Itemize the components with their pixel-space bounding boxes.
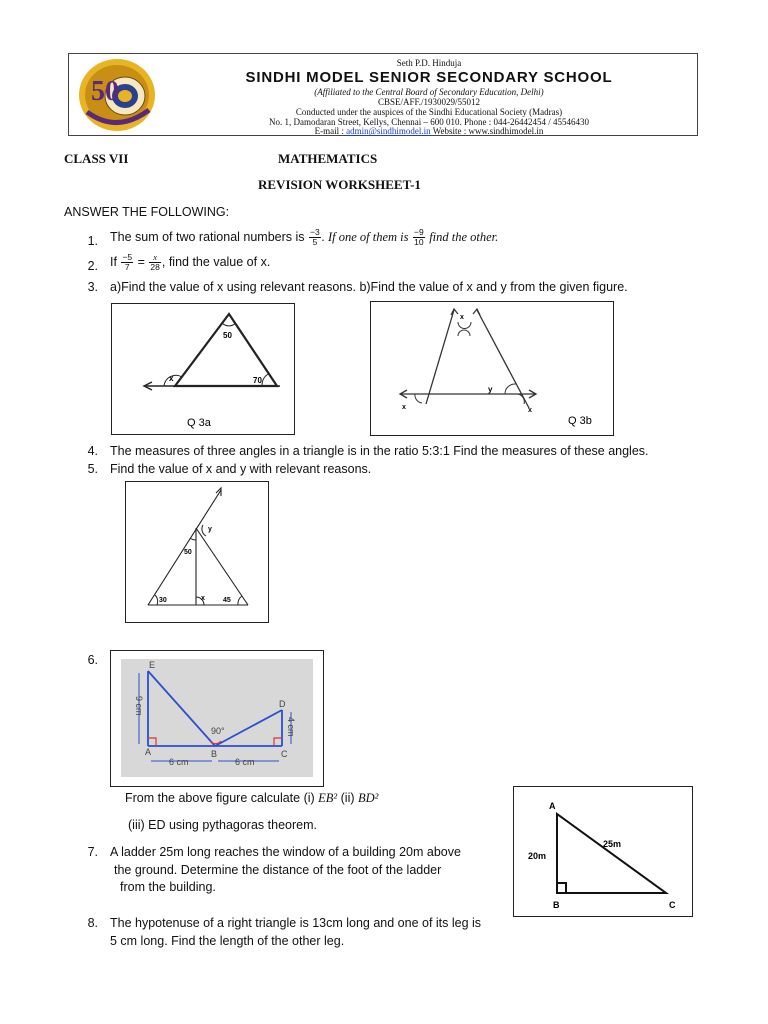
question-4: The measures of three angles in a triangle is in the ratio 5:3:1 Find the measures of these angles.: [110, 444, 649, 458]
figure-q6: [110, 650, 324, 787]
q2-fraction-2: $\frac{x}{28}$: [150, 252, 160, 272]
q7-label-ab: 20m: [528, 851, 547, 861]
q3-number: 3.: [87, 280, 98, 294]
question-3: a)Find the value of x using relevant reasons. b)Find the value of x and y from the given figure.: [110, 280, 628, 294]
school-name: SINDHI MODEL SENIOR SECONDARY SCHOOL: [245, 69, 613, 86]
q5-arc-50: [190, 538, 196, 540]
school-logo: [77, 56, 157, 134]
instruction: ANSWER THE FOLLOWING:: [64, 205, 230, 219]
q6-label-c: C: [281, 749, 288, 759]
q3b-arc-left: [415, 394, 422, 403]
q3b-x-left: x: [402, 404, 406, 411]
q5-angle-30: 30: [159, 597, 167, 604]
q3b-right-line: [477, 310, 529, 408]
q6-ae-length: 9 cm: [134, 696, 144, 716]
question-2: [110, 253, 270, 272]
figure-q3a: [111, 303, 295, 435]
q3a-top-arc: [222, 323, 236, 326]
q8-line-2: 5 cm long. Find the length of the other leg.: [110, 934, 345, 948]
q7-line-1: A ladder 25m long reaches the window of a building 20m above: [110, 845, 461, 859]
q6-label-e: E: [149, 660, 156, 670]
q3b-arrow-top-left: [451, 309, 458, 315]
worksheet-title: REVISION WORKSHEET-1: [258, 177, 421, 192]
subject-label: MATHEMATICS: [278, 151, 378, 166]
q6-right-angle-c: [274, 738, 282, 746]
figure-q7: [513, 786, 693, 917]
q1-fraction-1: $\frac{-3}{5}$: [310, 227, 320, 247]
q7-triangle: [557, 814, 666, 893]
q2-equals: =: [137, 254, 145, 269]
q6-line-eb: [148, 671, 215, 746]
q3b-x-top: x: [460, 314, 464, 321]
q3b-arc-y: [505, 384, 516, 394]
q3b-caption: Q 3b: [568, 415, 592, 427]
q3b-arc-top-1: [458, 322, 471, 329]
q3a-right-arc: [262, 374, 268, 386]
q7-label-a: A: [549, 801, 556, 811]
q5-arc-y: [202, 525, 206, 536]
q5-arc-30: [155, 595, 158, 605]
website-text: Website : www.sindhimodel.in: [430, 126, 544, 136]
q2-fraction-1: $\frac{-5}{7}$: [122, 252, 133, 272]
q6-text-1: From the above figure calculate (i) EB² (ii) BD²: [125, 791, 379, 805]
q5-x: x: [201, 595, 205, 602]
school-header: [68, 53, 698, 136]
q5-angle-45: 45: [223, 597, 231, 604]
figure-q5: [125, 481, 269, 623]
header-affiliation: (Affiliated to the Central Board of Secondary Education, Delhi): [314, 87, 544, 97]
q7-label-b: B: [553, 900, 560, 910]
q3b-arc-right: [518, 394, 524, 404]
q6-ab-length: 6 cm: [169, 757, 189, 767]
q6-number: 6.: [87, 653, 98, 667]
q3a-caption: Q 3a: [187, 417, 211, 429]
q7-label-ac: 25m: [603, 839, 622, 849]
q8-number: 8.: [87, 916, 98, 930]
q3b-left-line: [426, 310, 454, 404]
header-cbse: CBSE/AFF./1930029/55012: [377, 97, 481, 107]
q6-label-b: B: [211, 749, 218, 759]
q1-number: 1.: [87, 234, 98, 248]
q3a-x: x: [169, 374, 174, 383]
email-link[interactable]: admin@sindhimodel.in: [346, 126, 431, 136]
q1-prefix: The sum of two rational numbers is: [110, 229, 305, 244]
header-contact: [167, 126, 691, 136]
logo-fifty-text: 50: [91, 76, 119, 107]
q7-line-3: from the building.: [120, 880, 216, 894]
q6-cd-length: 4 cm: [286, 717, 296, 737]
q6-label-d: D: [279, 699, 286, 709]
q7-label-c: C: [669, 900, 676, 910]
q1-mid: . If one of them is: [321, 229, 409, 244]
q3b-arrow-top-right: [473, 309, 480, 315]
q5-y: y: [208, 526, 212, 533]
q6-eb-squared: EB²: [318, 791, 338, 805]
header-conducted: Conducted under the auspices of the Sindhi Educational Society (Madras): [295, 107, 563, 117]
q7-right-angle: [557, 883, 566, 893]
q5-angle-50: 50: [184, 549, 192, 556]
q3a-angle-70: 70: [253, 376, 262, 385]
q7-line-2: the ground. Determine the distance of the foot of the ladder: [114, 863, 442, 877]
q3b-y: y: [488, 385, 493, 394]
q5-number: 5.: [87, 462, 98, 476]
q2-number: 2.: [87, 259, 98, 273]
header-address: No. 1, Damodaran Street, Kellys, Chennai – 600 010. Phone : 044-26442454 / 45546430: [269, 117, 589, 127]
header-seth: Seth P.D. Hinduja: [396, 58, 462, 68]
q5-arc-45: [238, 596, 242, 605]
q2-suffix: , find the value of x.: [161, 254, 271, 269]
q3b-x-right: x: [528, 407, 532, 414]
q1-fraction-2: $\frac{-9}{10}$: [414, 227, 424, 247]
q8-line-1: The hypotenuse of a right triangle is 13cm long and one of its leg is: [110, 916, 482, 930]
q5-left-line: [148, 490, 221, 605]
email-label: E-mail :: [314, 126, 347, 136]
q4-number: 4.: [87, 444, 98, 458]
q6-angle-label: 90°: [211, 726, 225, 736]
q2-prefix: If: [110, 254, 117, 269]
q6-right-angle-a: [148, 738, 156, 746]
q6-bd-squared: BD²: [358, 791, 379, 805]
q6-label-a: A: [145, 747, 152, 757]
q6-bc-length: 6 cm: [235, 757, 255, 767]
q7-number: 7.: [87, 845, 98, 859]
q6-line-bd: [215, 710, 282, 746]
q3a-angle-50: 50: [223, 331, 232, 340]
figure-q3b: [370, 301, 614, 436]
q1-suffix: find the other.: [429, 229, 499, 244]
question-1: [110, 228, 498, 247]
q3b-arc-top-2: [458, 330, 470, 336]
class-label: CLASS VII: [64, 151, 129, 166]
q5-right-line: [196, 528, 248, 605]
question-5: Find the value of x and y with relevant reasons.: [110, 462, 372, 476]
q6-text-2: (iii) ED using pythagoras theorem.: [128, 818, 317, 832]
